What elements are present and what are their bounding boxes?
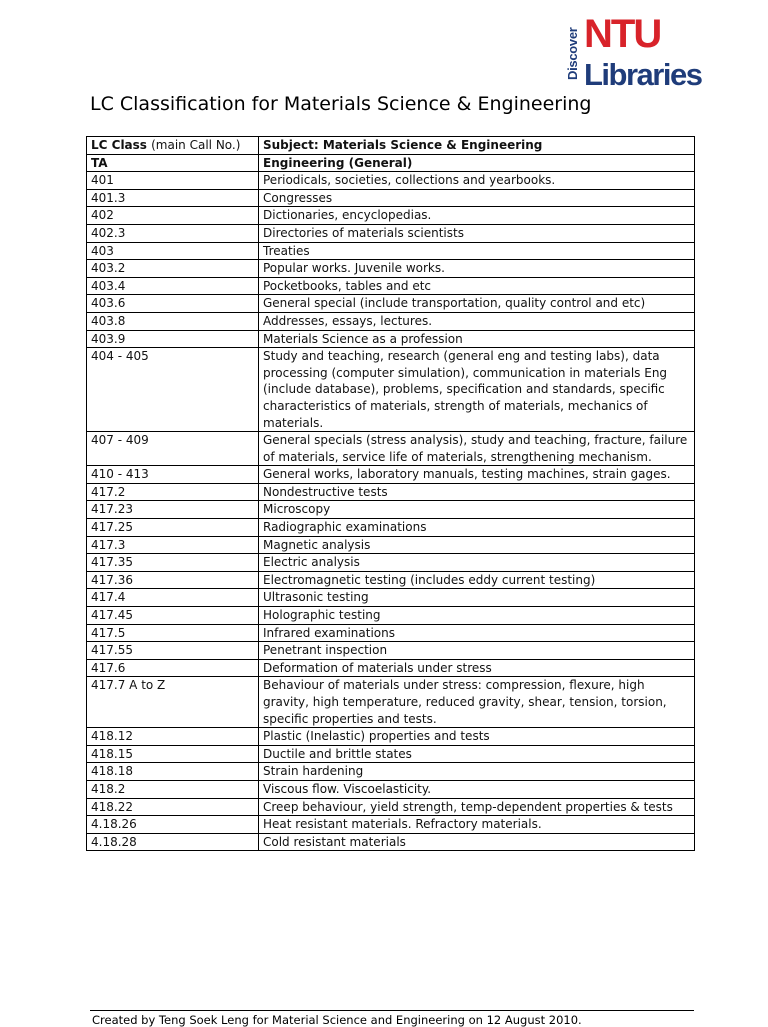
table-row: [87, 728, 695, 746]
table-row: [87, 607, 695, 625]
lc-class-cell: 401.3: [87, 189, 259, 207]
subject-cell: Popular works. Juvenile works.: [259, 260, 695, 278]
subject-cell: Ductile and brittle states: [259, 745, 695, 763]
table-row: [87, 172, 695, 190]
lc-class-cell: 4.18.26: [87, 816, 259, 834]
table-row: [87, 745, 695, 763]
ntu-libraries-logo: [565, 12, 702, 96]
subject-cell: Periodicals, societies, collections and yearbooks.: [259, 172, 695, 190]
subject-cell: Pocketbooks, tables and etc: [259, 277, 695, 295]
lc-class-cell: 407 - 409: [87, 432, 259, 466]
lc-class-cell: 417.2: [87, 483, 259, 501]
subject-cell: Magnetic analysis: [259, 536, 695, 554]
logo-discover-text: Discover: [565, 27, 580, 81]
lc-class-cell: 410 - 413: [87, 466, 259, 484]
header-lc-class-label: LC Class: [91, 138, 147, 152]
subject-cell: Dictionaries, encyclopedias.: [259, 207, 695, 225]
subject-cell: Directories of materials scientists: [259, 224, 695, 242]
lc-class-cell: 418.15: [87, 745, 259, 763]
table-row: [87, 207, 695, 225]
subject-cell: Creep behaviour, yield strength, temp-dependent properties & tests: [259, 798, 695, 816]
subject-cell: Nondestructive tests: [259, 483, 695, 501]
table-row: [87, 189, 695, 207]
subject-cell: Materials Science as a profession: [259, 330, 695, 348]
lc-class-cell: 417.6: [87, 659, 259, 677]
subject-cell: Congresses: [259, 189, 695, 207]
lc-class-cell: 418.12: [87, 728, 259, 746]
subject-cell: Behaviour of materials under stress: compression, flexure, high gravity, high temperature, reduced gravity, shear, tension, torsion, specific properties and tests.: [259, 677, 695, 728]
logo-ntu-text: NTU: [584, 12, 661, 56]
lc-class-cell: 418.2: [87, 780, 259, 798]
subject-cell: Electric analysis: [259, 554, 695, 572]
subject-cell: Cold resistant materials: [259, 833, 695, 851]
lc-class-cell: 417.7 A to Z: [87, 677, 259, 728]
subject-cell: Microscopy: [259, 501, 695, 519]
subject-cell: Holographic testing: [259, 607, 695, 625]
table-row: [87, 330, 695, 348]
table-row: [87, 536, 695, 554]
logo-libraries-text: Libraries: [584, 57, 702, 92]
section-subject-cell: Engineering (General): [259, 154, 695, 172]
lc-class-cell: 417.23: [87, 501, 259, 519]
lc-class-cell: 403.4: [87, 277, 259, 295]
lc-class-cell: 417.3: [87, 536, 259, 554]
lc-class-cell: 417.36: [87, 571, 259, 589]
table-row: [87, 659, 695, 677]
lc-class-cell: 403.8: [87, 312, 259, 330]
subject-cell: Penetrant inspection: [259, 642, 695, 660]
table-row: [87, 780, 695, 798]
lc-class-cell: 417.35: [87, 554, 259, 572]
table-row: [87, 312, 695, 330]
section-code-cell: TA: [87, 154, 259, 172]
subject-cell: Plastic (Inelastic) properties and tests: [259, 728, 695, 746]
table-row: [87, 432, 695, 466]
lc-class-cell: 401: [87, 172, 259, 190]
lc-class-cell: 403.9: [87, 330, 259, 348]
table-row: [87, 260, 695, 278]
table-row: [87, 501, 695, 519]
lc-class-cell: 418.22: [87, 798, 259, 816]
table-row: [87, 277, 695, 295]
subject-cell: Heat resistant materials. Refractory materials.: [259, 816, 695, 834]
table-row: [87, 295, 695, 313]
table-row: [87, 348, 695, 432]
lc-class-cell: 403: [87, 242, 259, 260]
footer-credit: Created by Teng Soek Leng for Material Science and Engineering on 12 August 2010.: [92, 1013, 582, 1027]
lc-class-cell: 417.5: [87, 624, 259, 642]
table-row: [87, 763, 695, 781]
footer-divider: [90, 1010, 694, 1011]
lc-class-cell: 404 - 405: [87, 348, 259, 432]
subject-cell: Radiographic examinations: [259, 519, 695, 537]
lc-class-cell: 417.25: [87, 519, 259, 537]
subject-cell: Ultrasonic testing: [259, 589, 695, 607]
subject-cell: Strain hardening: [259, 763, 695, 781]
subject-cell: Addresses, essays, lectures.: [259, 312, 695, 330]
table-row: [87, 833, 695, 851]
lc-class-cell: 402: [87, 207, 259, 225]
lc-class-cell: 402.3: [87, 224, 259, 242]
table-header-row: [87, 137, 695, 155]
lc-class-cell: 417.4: [87, 589, 259, 607]
lc-class-cell: 403.2: [87, 260, 259, 278]
table-row: [87, 483, 695, 501]
table-row: [87, 519, 695, 537]
table-row: [87, 224, 695, 242]
lc-class-cell: 418.18: [87, 763, 259, 781]
table-body: [87, 137, 695, 851]
subject-cell: Study and teaching, research (general eng and testing labs), data processing (computer simulation), communication in materials Eng (include database), problems, specification and standards, specific characteristics of materials, strength of materials, mechanics of materials.: [259, 348, 695, 432]
subject-cell: Treaties: [259, 242, 695, 260]
table-row: [87, 554, 695, 572]
subject-cell: Electromagnetic testing (includes eddy current testing): [259, 571, 695, 589]
subject-cell: General special (include transportation, quality control and etc): [259, 295, 695, 313]
table-row: [87, 798, 695, 816]
header-subject-cell: Subject: Materials Science & Engineering: [259, 137, 695, 155]
lc-class-cell: 417.45: [87, 607, 259, 625]
table-row: [87, 589, 695, 607]
lc-classification-table: [86, 136, 695, 851]
table-row: [87, 677, 695, 728]
table-row: [87, 466, 695, 484]
page-title: LC Classification for Materials Science & Engineering: [90, 93, 592, 115]
subject-cell: General works, laboratory manuals, testing machines, strain gages.: [259, 466, 695, 484]
lc-class-cell: 417.55: [87, 642, 259, 660]
table-row: [87, 242, 695, 260]
subject-cell: Infrared examinations: [259, 624, 695, 642]
lc-class-cell: 403.6: [87, 295, 259, 313]
table-row: [87, 571, 695, 589]
table-row: [87, 624, 695, 642]
table-section-row: [87, 154, 695, 172]
subject-cell: Viscous flow. Viscoelasticity.: [259, 780, 695, 798]
table-row: [87, 642, 695, 660]
header-lc-class-cell: [87, 137, 259, 155]
header-lc-class-note: (main Call No.): [151, 138, 241, 152]
lc-class-cell: 4.18.28: [87, 833, 259, 851]
subject-cell: General specials (stress analysis), study and teaching, fracture, failure of materials, service life of materials, strengthening mechanism.: [259, 432, 695, 466]
table-row: [87, 816, 695, 834]
subject-cell: Deformation of materials under stress: [259, 659, 695, 677]
